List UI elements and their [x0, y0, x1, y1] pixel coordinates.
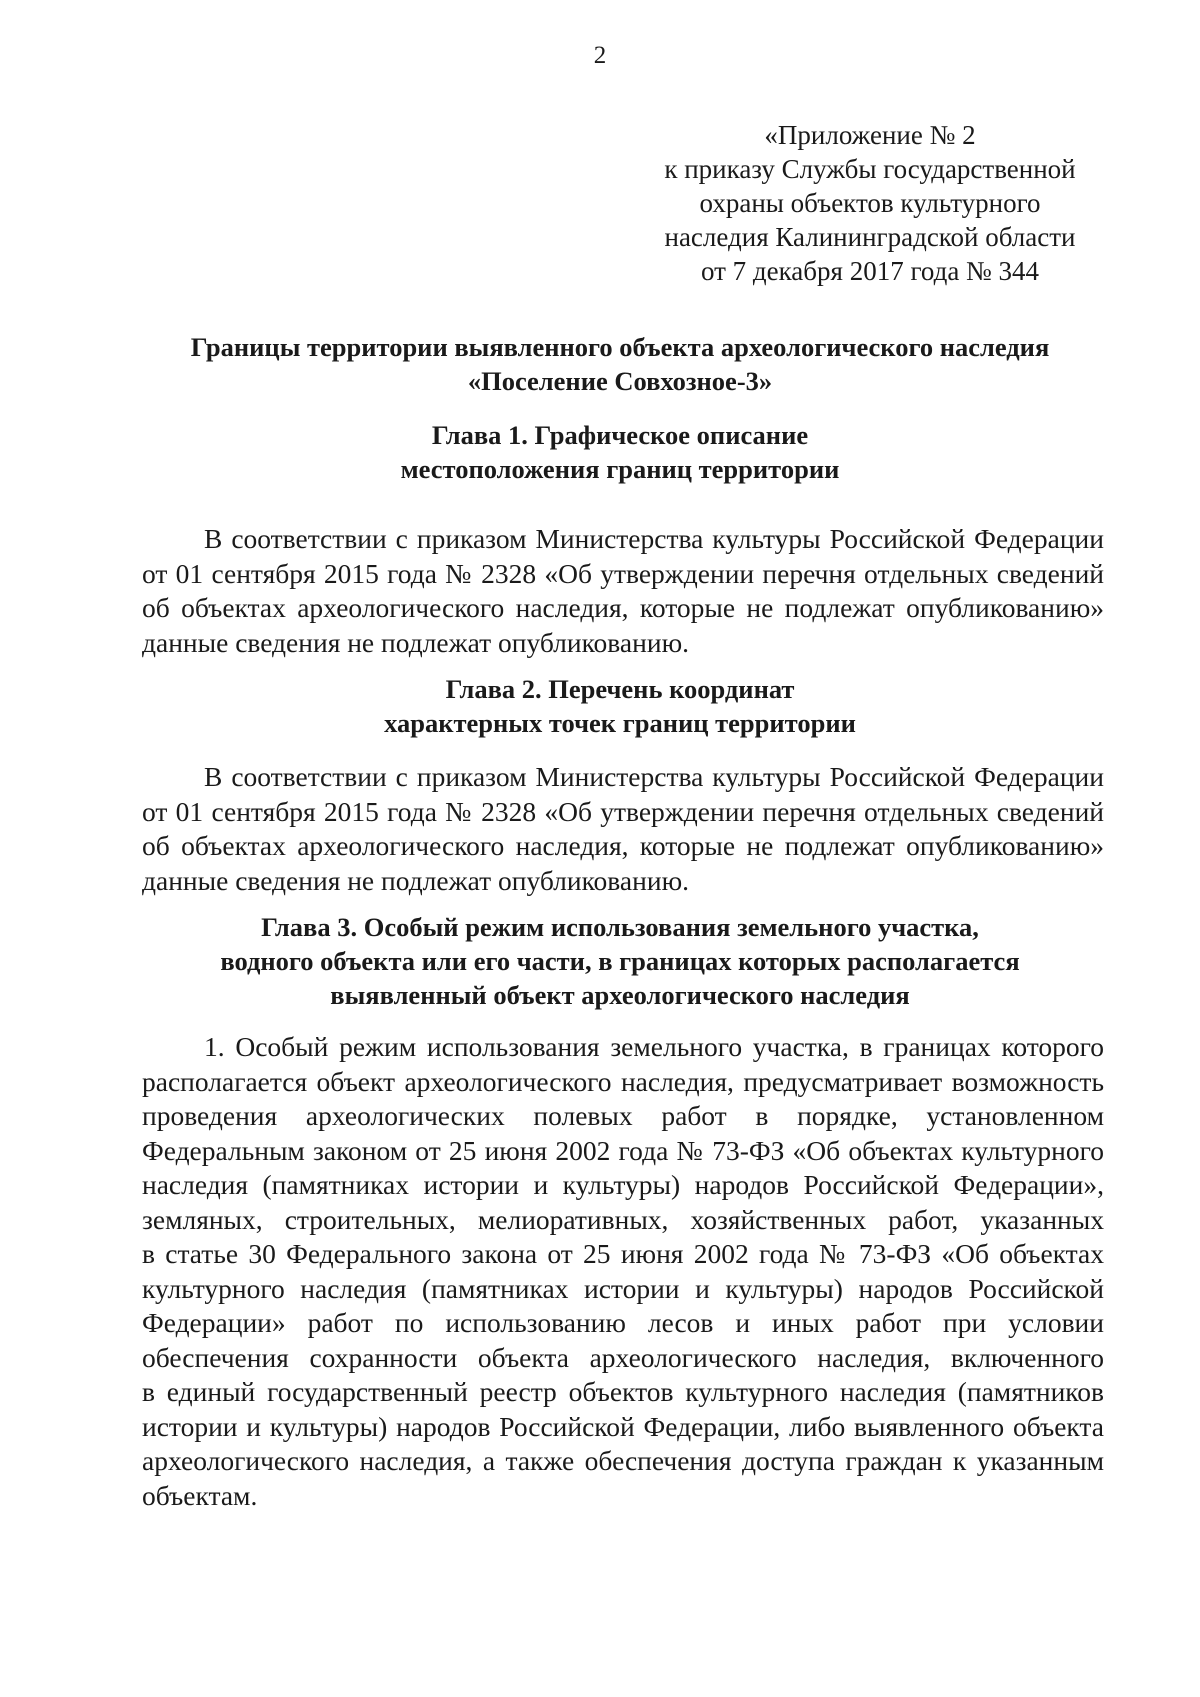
- paragraph-line: обеспечения сохранности объекта археологического наследия, включенного: [142, 1341, 1104, 1373]
- chapter2-heading: [140, 672, 1100, 740]
- paragraph-line: 1. Особый режим использования земельного участка, в границах которого: [204, 1031, 1104, 1062]
- page-number: 2: [593, 42, 607, 69]
- paragraph-line: от 01 сентября 2015 года № 2328 «Об утверждении перечня отдельных сведений: [142, 795, 1104, 827]
- paragraph-line: культурного наследия (памятниках истории и культуры) народов Российской: [142, 1272, 1104, 1304]
- heading-line: местоположения границ территории: [400, 454, 840, 484]
- paragraph-line: располагается объект археологического наследия, предусматривает возможность: [142, 1065, 1104, 1097]
- paragraph-line: В соответствии с приказом Министерства культуры Российской Федерации: [204, 523, 1104, 554]
- chapter3-paragraph: [142, 1030, 1104, 1513]
- paragraph-line: В соответствии с приказом Министерства культуры Российской Федерации: [204, 761, 1104, 792]
- appendix-line: наследия Калининградской области: [664, 222, 1076, 252]
- heading-line: Глава 1. Графическое описание: [431, 420, 809, 450]
- paragraph-line: об объектах археологического наследия, которые не подлежат опубликованию»: [142, 592, 1104, 623]
- appendix-line: охраны объектов культурного: [699, 188, 1041, 218]
- title-line: «Поселение Совхозное-3»: [467, 366, 773, 396]
- paragraph-line: археологического наследия, а также обеспечения доступа граждан к указанным: [142, 1445, 1104, 1476]
- paragraph-line: истории и культуры) народов Российской Федерации, либо выявленного объекта: [142, 1410, 1104, 1442]
- paragraph-line: объектам.: [142, 1479, 258, 1511]
- heading-line: Глава 3. Особый режим использования земельного участка,: [261, 912, 979, 942]
- chapter3-heading: [140, 910, 1100, 1012]
- appendix-block: [650, 118, 1090, 288]
- paragraph-line: Федерации» работ по использованию лесов и иных работ при условии: [142, 1307, 1104, 1338]
- title-line: Границы территории выявленного объекта археологического наследия: [190, 332, 1050, 362]
- paragraph-line: данные сведения не подлежат опубликованию.: [142, 864, 689, 896]
- document-title: [140, 330, 1100, 398]
- paragraph-line: об объектах археологического наследия, которые не подлежат опубликованию»: [142, 830, 1104, 861]
- paragraph-line: от 01 сентября 2015 года № 2328 «Об утверждении перечня отдельных сведений: [142, 557, 1104, 589]
- chapter2-paragraph: [142, 760, 1104, 898]
- appendix-line: к приказу Службы государственной: [664, 154, 1076, 184]
- paragraph-line: в единый государственный реестр объектов культурного наследия (памятников: [142, 1376, 1104, 1407]
- paragraph-line: в статье 30 Федерального закона от 25 июня 2002 года № 73-ФЗ «Об объектах: [142, 1238, 1104, 1269]
- heading-line: Глава 2. Перечень координат: [445, 674, 795, 704]
- paragraph-line: наследия (памятниках истории и культуры) народов Российской Федерации»,: [142, 1169, 1104, 1200]
- heading-line: водного объекта или его части, в границах которых располагается: [220, 946, 1020, 976]
- paragraph-line: данные сведения не подлежат опубликованию.: [142, 626, 689, 658]
- paragraph-line: проведения археологических полевых работ в порядке, установленном: [142, 1100, 1104, 1131]
- paragraph-line: земляных, строительных, мелиоративных, хозяйственных работ, указанных: [142, 1203, 1104, 1235]
- heading-line: характерных точек границ территории: [384, 708, 856, 738]
- appendix-line: «Приложение № 2: [764, 120, 976, 150]
- chapter1-paragraph: [142, 522, 1104, 660]
- chapter1-heading: [140, 418, 1100, 486]
- appendix-line: от 7 декабря 2017 года № 344: [700, 256, 1040, 286]
- paragraph-line: Федеральным законом от 25 июня 2002 года № 73-ФЗ «Об объектах культурного: [142, 1134, 1104, 1166]
- heading-line: выявленный объект археологического наследия: [330, 980, 910, 1010]
